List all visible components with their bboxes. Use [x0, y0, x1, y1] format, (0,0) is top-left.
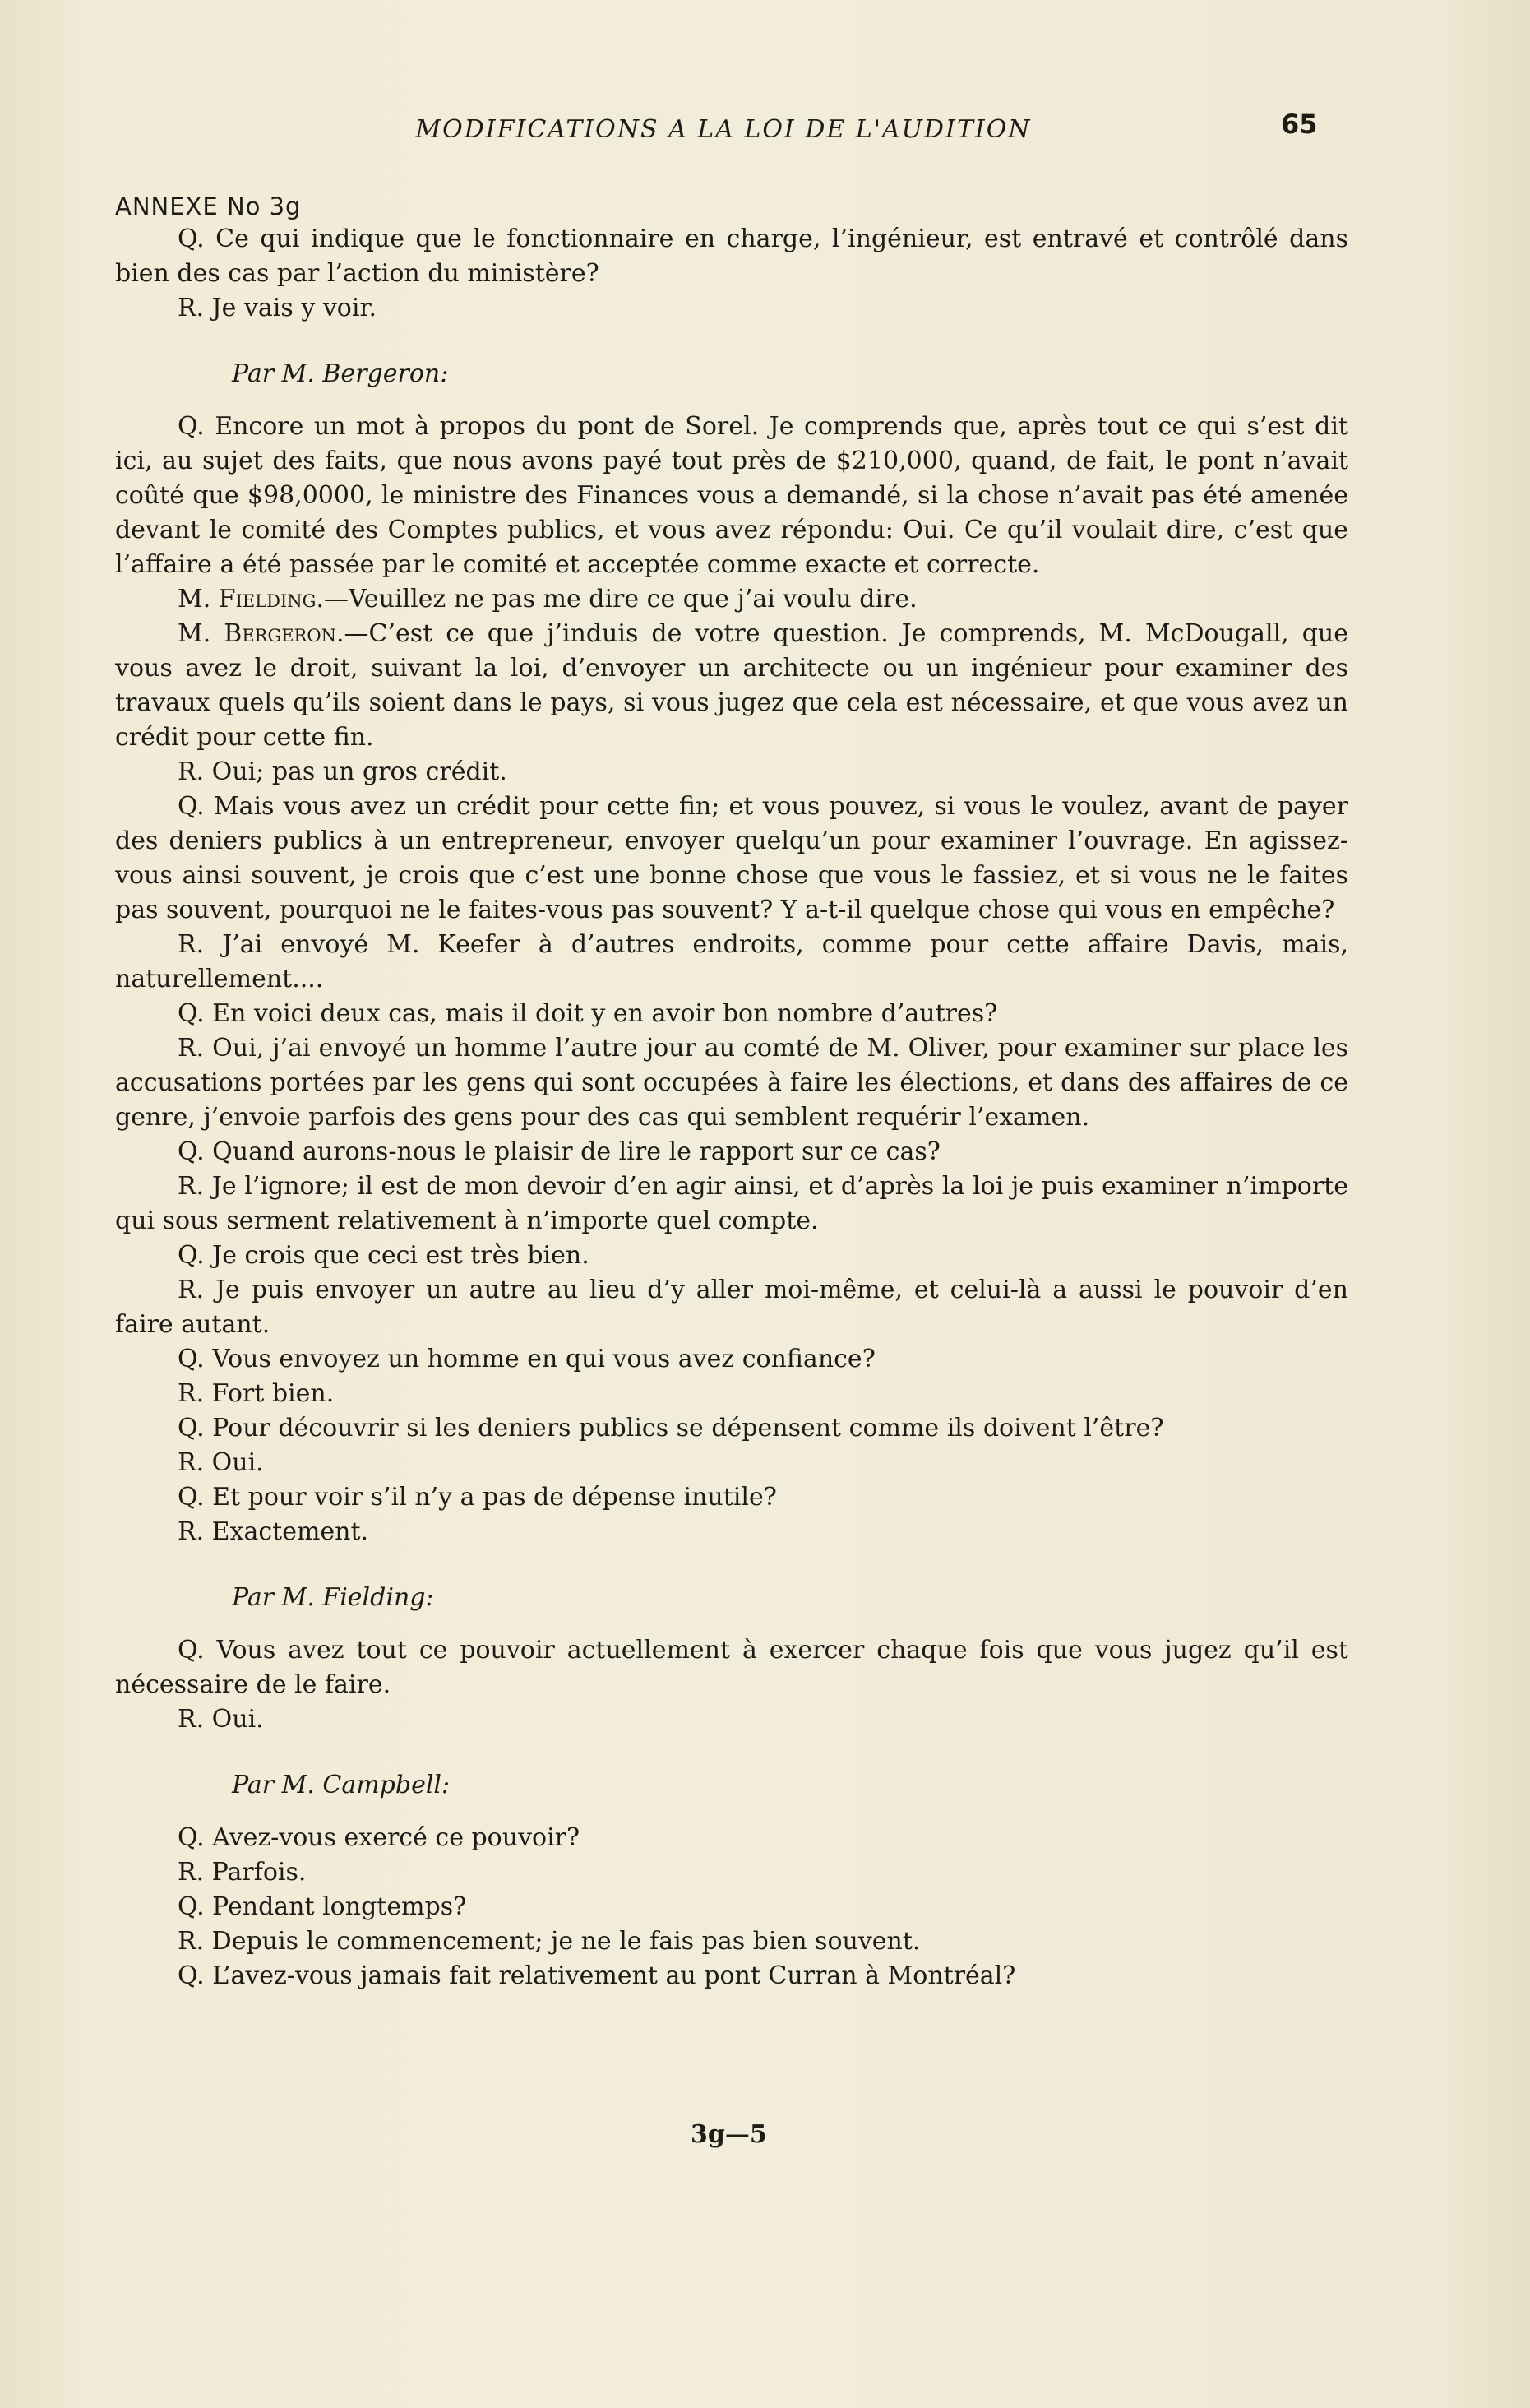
testimony-paragraph: Q. Pour découvrir si les deniers publics se dépensent comme ils doivent l’être? [178, 1414, 1164, 1442]
testimony-paragraph [115, 582, 1348, 617]
testimony-paragraph: R. Depuis le commencement; je ne le fais pas bien souvent. [178, 1927, 921, 1956]
testimony-paragraph: Q. Pendant longtemps? [178, 1892, 467, 1921]
testimony-paragraph: R. J’ai envoyé M. Keefer à d’autres endroits, comme pour cette affaire Davis, mais, naturellement.... [115, 930, 1348, 993]
testimony-paragraph: R. Oui, j’ai envoyé un homme l’autre jour au comté de M. Oliver, pour examiner sur place les accusations portées par les gens qui sont occupées à faire les élections, et dans des affaires de ce genre, j’envoie parfois des gens pour des cas qui semblent requérir l’examen. [115, 1034, 1348, 1132]
speaker-name: M. Bergeron. [178, 619, 344, 648]
testimony-text: —Veuillez ne pas me dire ce que j’ai voulu dire. [324, 585, 918, 614]
testimony-paragraph: Q. Quand aurons-nous le plaisir de lire le rapport sur ce cas? [178, 1137, 941, 1166]
running-header-title: MODIFICATIONS A LA LOI DE L'AUDITION [415, 115, 1032, 144]
testimony-paragraph: Q. Vous envoyez un homme en qui vous avez confiance? [178, 1345, 876, 1373]
testimony-paragraph: R. Oui; pas un gros crédit. [178, 757, 507, 786]
speaker-heading: Par M. Fielding: [232, 1583, 434, 1612]
signature-mark: 3g—5 [691, 2120, 767, 2149]
testimony-paragraph: R. Oui. [178, 1705, 264, 1734]
testimony-paragraph: Q. Ce qui indique que le fonctionnaire en charge, l’ingénieur, est entravé et contrôlé dans bien des cas par l’action du ministère? [115, 225, 1348, 288]
testimony-paragraph: R. Parfois. [178, 1858, 307, 1887]
document-body [115, 222, 1348, 1994]
testimony-paragraph: R. Oui. [178, 1448, 264, 1477]
testimony-paragraph: Q. L’avez-vous jamais fait relativement au pont Curran à Montréal? [178, 1961, 1016, 1990]
testimony-paragraph: R. Exactement. [178, 1517, 369, 1546]
testimony-paragraph: Q. Mais vous avez un crédit pour cette fin; et vous pouvez, si vous le voulez, avant de payer des deniers publics à un entrepreneur, envoyer quelqu’un pour examiner l’ouvrage. En agissez-vous ainsi souvent, je crois que c’est une bonne chose que vous le fassiez, et si vous ne le faites pas souvent, pourquoi ne le faites-vous pas souvent? Y a-t-il quelque chose qui vous en empêche? [115, 792, 1348, 924]
speaker-heading: Par M. Campbell: [232, 1771, 451, 1799]
testimony-paragraph: Q. Avez-vous exercé ce pouvoir? [178, 1823, 580, 1852]
testimony-paragraph: R. Fort bien. [178, 1379, 335, 1408]
testimony-paragraph: Q. En voici deux cas, mais il doit y en avoir bon nombre d’autres? [178, 999, 998, 1028]
testimony-paragraph: R. Je vais y voir. [178, 294, 377, 322]
testimony-paragraph: R. Je l’ignore; il est de mon devoir d’en agir ainsi, et d’après la loi je puis examiner n’importe qui sous serment relativement à n’importe quel compte. [115, 1172, 1348, 1235]
testimony-paragraph: Q. Vous avez tout ce pouvoir actuellement à exercer chaque fois que vous jugez qu’il est nécessaire de le faire. [115, 1636, 1348, 1699]
testimony-paragraph: Q. Encore un mot à propos du pont de Sorel. Je comprends que, après tout ce qui s’est dit ici, au sujet des faits, que nous avons payé tout près de $210,000, quand, de fait, le pont n’avait coûté que $98,0000, le ministre des Finances vous a demandé, si la chose n’avait pas été amenée devant le comité des Comptes publics, et vous avez répondu: Oui. Ce qu’il voulait dire, c’est que l’affaire a été passée par le comité et acceptée comme exacte et correcte. [115, 412, 1348, 579]
testimony-paragraph: Q. Et pour voir s’il n’y a pas de dépense inutile? [178, 1483, 777, 1512]
testimony-paragraph [115, 617, 1348, 755]
testimony-text: —C’est ce que j’induis de votre question. Je comprends, M. McDougall, que vous avez le droit, suivant la loi, d’envoyer un architecte ou un ingénieur pour examiner des travaux quels qu’ils soient dans le pays, si vous jugez que cela est nécessaire, et que vous avez un crédit pour cette fin. [115, 619, 1348, 752]
annex-label: ANNEXE No 3g [115, 192, 302, 220]
page-number: 65 [1281, 109, 1318, 140]
speaker-heading: Par M. Bergeron: [232, 359, 449, 388]
testimony-paragraph: R. Je puis envoyer un autre au lieu d’y aller moi-même, et celui-là a aussi le pouvoir d’en faire autant. [115, 1276, 1348, 1339]
testimony-paragraph: Q. Je crois que ceci est très bien. [178, 1241, 589, 1270]
speaker-name: M. Fielding. [178, 585, 324, 614]
